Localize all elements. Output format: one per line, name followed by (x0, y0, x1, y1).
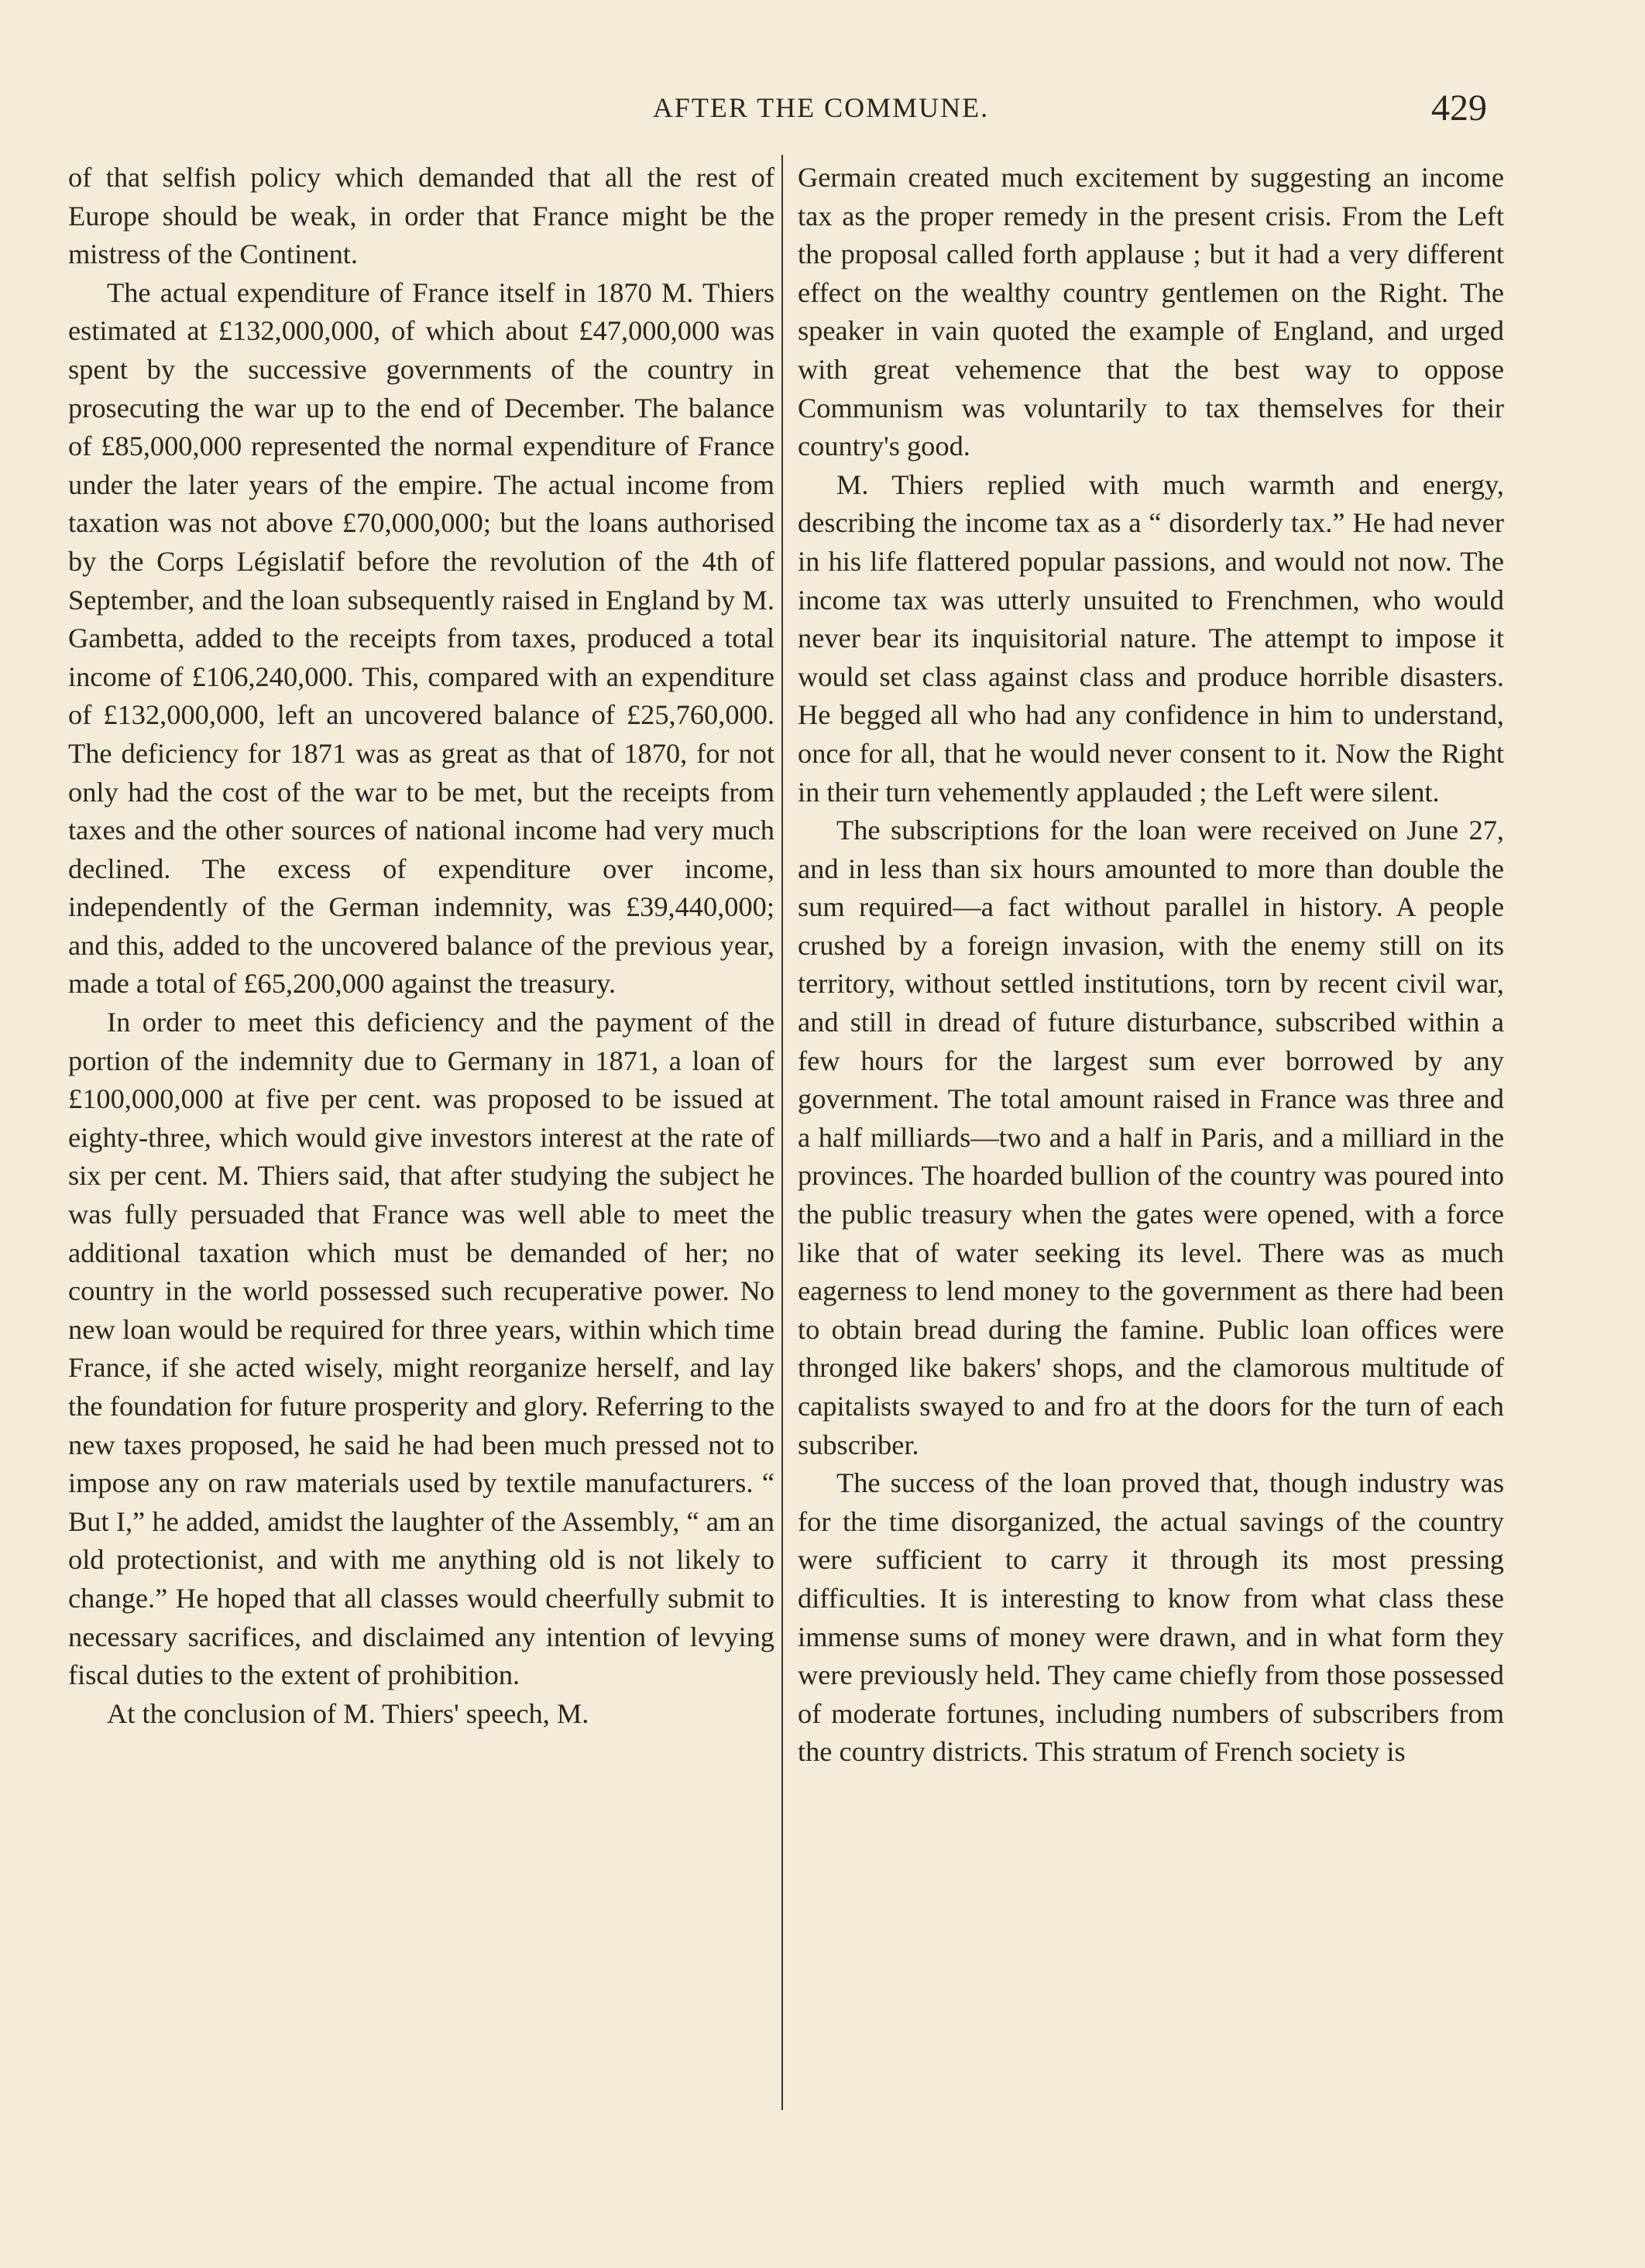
paragraph: Germain created much excitement by suggesting an income tax as the proper remedy in the present crisis. From the Left the proposal called forth applause ; but it had a very different effect on the wealthy country gentlemen on the Right. The speaker in vain quoted the example of England, and urged with great vehemence that the best way to oppose Communism was voluntarily to tax themselves for their country's good. (798, 162, 1504, 462)
left-column (68, 159, 774, 1733)
paragraph: M. Thiers replied with much warmth and energy, describing the income tax as a “ disorderly tax.” He had never in his life flattered popular passions, and would not now. The income tax was utterly unsuited to Frenchmen, who would never bear its inquisitorial nature. The attempt to impose it would set class against class and produce horrible disasters. He begged all who had any confidence in him to understand, once for all, that he would never consent to it. Now the Right in their turn vehemently applauded ; the Left were silent. (798, 468, 1504, 808)
running-header (0, 87, 1645, 138)
paragraph: The success of the loan proved that, though industry was for the time disorganized, the actual savings of the country were sufficient to carry it through its most pressing difficulties. It is interesting to know from what class these immense sums of money were drawn, and in what form they were previously held. They came chiefly from those possessed of moderate fortunes, including numbers of subscribers from the country districts. This stratum of French society is (798, 1467, 1504, 1768)
page-number: 429 (1431, 87, 1487, 129)
paragraph: The subscriptions for the loan were received on June 27, and in less than six hours amounted to more than double the sum required—a fact without parallel in history. A people crushed by a foreign invasion, with the enemy still on its territory, without settled institutions, torn by recent civil war, and still in dread of future disturbance, subscribed within a few hours for the largest sum ever borrowed by any government. The total amount raised in France was three and a half milliards—two and a half in Paris, and a milliard in the provinces. The hoarded bullion of the country was poured into the public treasury when the gates were opened, with a force like that of water seeking its level. There was as much eagerness to lend money to the government as there had been to obtain bread during the famine. Public loan offices were thronged like bakers' shops, and the clamorous multitude of capitalists swayed to and fro at the doors for the turn of each subscriber. (798, 815, 1504, 1460)
paragraph: At the conclusion of M. Thiers' speech, M. (107, 1697, 589, 1729)
paragraph: The actual expenditure of France itself in 1870 M. Thiers estimated at £132,000,000, of which about £47,000,000 was spent by the successive governments of the country in prosecuting the war up to the end of December. The balance of £85,000,000 represented the normal expenditure of France under the later years of the empire. The actual income from taxation was not above £70,000,000; but the loans authorised by the Corps Législatif before the revolution of the 4th of September, and the loan subsequently raised in England by M. Gambetta, added to the receipts from taxes, produced a total income of £106,240,000. This, compared with an expenditure of £132,000,000, left an uncovered balance of £25,760,000. The deficiency for 1871 was as great as that of 1870, for not only had the cost of the war to be met, but the receipts from taxes and the other sources of national income had very much declined. The excess of expenditure over income, independently of the German indemnity, was £39,440,000; and this, added to the uncovered balance of the previous year, made a total of £65,200,000 against the treasury. (68, 276, 774, 1000)
running-title: AFTER THE COMMUNE. (652, 92, 990, 123)
column-divider (781, 155, 783, 2110)
paragraph: of that selfish policy which demanded that all the rest of Europe should be weak, in order that France might be the mistress of the Continent. (68, 162, 774, 270)
paragraph: In order to meet this deficiency and the payment of the portion of the indemnity due to Germany in 1871, a loan of £100,000,000 at five per cent. was proposed to be issued at eighty-three, which would give investors interest at the rate of six per cent. M. Thiers said, that after studying the subject he was fully persuaded that France was well able to meet the additional taxation which must be demanded of her; no country in the world possessed such recuperative power. No new loan would be required for three years, within which time France, if she acted wisely, might reorganize herself, and lay the foundation for future prosperity and glory. Referring to the new taxes proposed, he said he had been much pressed not to impose any on raw materials used by textile manufacturers. “ But I,” he added, amidst the laughter of the Assembly, “ am an old protectionist, and with me anything old is not likely to change.” He hoped that all classes would cheerfully submit to necessary sacrifices, and disclaimed any intention of levying fiscal duties to the extent of prohibition. (68, 1007, 774, 1691)
right-column (798, 159, 1504, 1772)
